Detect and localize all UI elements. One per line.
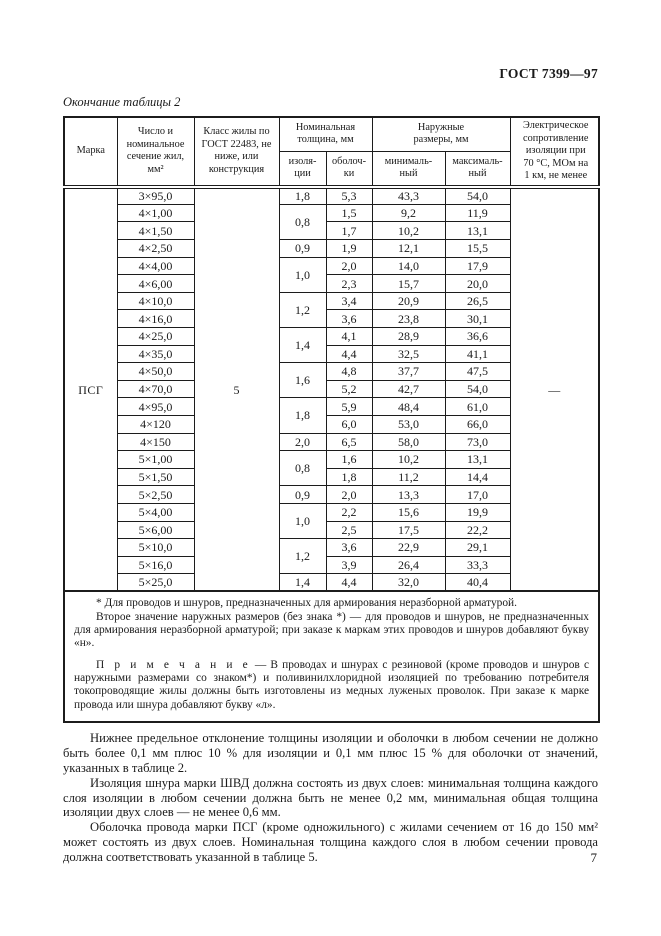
max-size-cell: 26,5 bbox=[445, 292, 510, 310]
min-size-cell: 42,7 bbox=[372, 380, 445, 398]
sheath-thickness-cell: 3,6 bbox=[326, 539, 372, 557]
insulation-thickness-cell: 1,4 bbox=[279, 574, 326, 592]
sheath-thickness-cell: 4,4 bbox=[326, 574, 372, 592]
min-size-cell: 14,0 bbox=[372, 257, 445, 275]
insulation-thickness-cell: 0,9 bbox=[279, 486, 326, 504]
sheath-thickness-cell: 4,1 bbox=[326, 327, 372, 345]
insulation-thickness-cell: 1,2 bbox=[279, 292, 326, 327]
col-header-nominal-thickness: Номинальная толщина, мм bbox=[279, 117, 372, 151]
col-header-marka: Марка bbox=[64, 117, 117, 187]
paragraph-deviation: Нижнее предельное отклонение толщины изоляции и оболочки в любом сечении не должно быть более 0,1 мм плюс 10 % для изоляции и 0,1 мм плюс 15 % для оболочки от значений, указанных в таблице 2. bbox=[63, 731, 598, 775]
section-cell: 4×35,0 bbox=[117, 345, 194, 363]
footnote-star: * Для проводов и шнуров, предназначенных для армирования неразборной арматурой. bbox=[96, 597, 517, 610]
section-cell: 5×25,0 bbox=[117, 574, 194, 592]
footnote-note bbox=[74, 659, 589, 712]
insulation-thickness-cell: 1,0 bbox=[279, 503, 326, 538]
max-size-cell: 54,0 bbox=[445, 187, 510, 205]
section-cell: 4×150 bbox=[117, 433, 194, 451]
footnote-second-value: Второе значение наружных размеров (без знака *) — для проводов и шнуров, не предназначенных для армирования неразборной арматурой; при заказе к маркам этих проводов и шнуров добавляют букву «н». bbox=[74, 610, 590, 650]
insulation-thickness-cell: 1,2 bbox=[279, 539, 326, 574]
min-size-cell: 37,7 bbox=[372, 363, 445, 381]
insulation-thickness-cell: 1,8 bbox=[279, 398, 326, 433]
section-cell: 4×10,0 bbox=[117, 292, 194, 310]
min-size-cell: 12,1 bbox=[372, 240, 445, 258]
min-size-cell: 26,4 bbox=[372, 556, 445, 574]
sheath-thickness-cell: 4,8 bbox=[326, 363, 372, 381]
min-size-cell: 28,9 bbox=[372, 327, 445, 345]
section-cell: 4×95,0 bbox=[117, 398, 194, 416]
max-size-cell: 20,0 bbox=[445, 275, 510, 293]
min-size-cell: 43,3 bbox=[372, 187, 445, 205]
min-size-cell: 15,7 bbox=[372, 275, 445, 293]
section-cell: 4×1,00 bbox=[117, 204, 194, 222]
col-header-insulation: изоля- ции bbox=[279, 151, 326, 186]
insulation-thickness-cell: 2,0 bbox=[279, 433, 326, 451]
sheath-thickness-cell: 3,9 bbox=[326, 556, 372, 574]
max-size-cell: 33,3 bbox=[445, 556, 510, 574]
note-text: — В проводах и шнурах с резиновой (кроме проводов и шнуров с наружными размерами со знаком*) и поливинилхлоридной изоляцией по требованию потребителя токопроводящие жилы должны быть изготовлены из медных луженых проволок. При заказе к марке провода или шнура добавляют букву «л». bbox=[74, 658, 590, 711]
paragraph-psg-sheath: Оболочка провода марки ПСГ (кроме одножильного) с жилами сечением от 16 до 150 мм² может состоять из двух слоев. Номинальная толщина каждого слоя в любом сечении провода должна соответствовать указанной в таблице 5. bbox=[63, 820, 598, 865]
min-size-cell: 20,9 bbox=[372, 292, 445, 310]
col-header-resistance: Электрическое сопротивление изоляции при 70 °С, МОм на 1 км, не менее bbox=[510, 117, 599, 187]
section-cell: 3×95,0 bbox=[117, 187, 194, 205]
min-size-cell: 10,2 bbox=[372, 222, 445, 240]
insulation-thickness-cell: 0,8 bbox=[279, 451, 326, 486]
sheath-thickness-cell: 3,4 bbox=[326, 292, 372, 310]
max-size-cell: 13,1 bbox=[445, 451, 510, 469]
note-label: П р и м е ч а н и е bbox=[96, 658, 251, 671]
page-number: 7 bbox=[590, 850, 597, 865]
section-cell: 4×16,0 bbox=[117, 310, 194, 328]
body-text bbox=[63, 731, 598, 865]
min-size-cell: 15,6 bbox=[372, 503, 445, 521]
sheath-thickness-cell: 6,0 bbox=[326, 415, 372, 433]
max-size-cell: 17,0 bbox=[445, 486, 510, 504]
section-cell: 5×6,00 bbox=[117, 521, 194, 539]
sheath-thickness-cell: 1,5 bbox=[326, 204, 372, 222]
min-size-cell: 23,8 bbox=[372, 310, 445, 328]
max-size-cell: 19,9 bbox=[445, 503, 510, 521]
min-size-cell: 22,9 bbox=[372, 539, 445, 557]
col-header-class: Класс жилы по ГОСТ 22483, не ниже, или конструкция bbox=[194, 117, 279, 187]
resistance-value-cell: — bbox=[510, 187, 599, 592]
min-size-cell: 48,4 bbox=[372, 398, 445, 416]
max-size-cell: 40,4 bbox=[445, 574, 510, 592]
section-cell: 4×4,00 bbox=[117, 257, 194, 275]
section-cell: 5×16,0 bbox=[117, 556, 194, 574]
max-size-cell: 14,4 bbox=[445, 468, 510, 486]
sheath-thickness-cell: 1,8 bbox=[326, 468, 372, 486]
max-size-cell: 30,1 bbox=[445, 310, 510, 328]
max-size-cell: 11,9 bbox=[445, 204, 510, 222]
section-cell: 5×2,50 bbox=[117, 486, 194, 504]
col-header-section: Число и номинальное сечение жил, мм² bbox=[117, 117, 194, 187]
section-cell: 4×120 bbox=[117, 415, 194, 433]
min-size-cell: 53,0 bbox=[372, 415, 445, 433]
section-cell: 4×2,50 bbox=[117, 240, 194, 258]
section-cell: 4×70,0 bbox=[117, 380, 194, 398]
marka-value-cell: ПСГ bbox=[64, 187, 117, 592]
min-size-cell: 10,2 bbox=[372, 451, 445, 469]
max-size-cell: 22,2 bbox=[445, 521, 510, 539]
sheath-thickness-cell: 1,7 bbox=[326, 222, 372, 240]
max-size-cell: 13,1 bbox=[445, 222, 510, 240]
col-header-sheath: оболоч- ки bbox=[326, 151, 372, 186]
min-size-cell: 9,2 bbox=[372, 204, 445, 222]
sheath-thickness-cell: 1,9 bbox=[326, 240, 372, 258]
section-cell: 5×4,00 bbox=[117, 503, 194, 521]
sheath-thickness-cell: 5,2 bbox=[326, 380, 372, 398]
spec-table bbox=[63, 116, 600, 723]
insulation-thickness-cell: 0,8 bbox=[279, 204, 326, 239]
col-header-max: максималь- ный bbox=[445, 151, 510, 186]
sheath-thickness-cell: 4,4 bbox=[326, 345, 372, 363]
max-size-cell: 54,0 bbox=[445, 380, 510, 398]
min-size-cell: 11,2 bbox=[372, 468, 445, 486]
table-footnotes bbox=[64, 591, 599, 722]
section-cell: 5×1,50 bbox=[117, 468, 194, 486]
section-cell: 5×1,00 bbox=[117, 451, 194, 469]
sheath-thickness-cell: 3,6 bbox=[326, 310, 372, 328]
max-size-cell: 47,5 bbox=[445, 363, 510, 381]
max-size-cell: 17,9 bbox=[445, 257, 510, 275]
sheath-thickness-cell: 2,0 bbox=[326, 486, 372, 504]
max-size-cell: 29,1 bbox=[445, 539, 510, 557]
insulation-thickness-cell: 1,4 bbox=[279, 327, 326, 362]
max-size-cell: 41,1 bbox=[445, 345, 510, 363]
insulation-thickness-cell: 1,8 bbox=[279, 187, 326, 205]
sheath-thickness-cell: 2,5 bbox=[326, 521, 372, 539]
max-size-cell: 66,0 bbox=[445, 415, 510, 433]
sheath-thickness-cell: 2,3 bbox=[326, 275, 372, 293]
col-header-min: минималь- ный bbox=[372, 151, 445, 186]
min-size-cell: 32,5 bbox=[372, 345, 445, 363]
sheath-thickness-cell: 5,9 bbox=[326, 398, 372, 416]
class-value-cell: 5 bbox=[194, 187, 279, 592]
table-caption: Окончание таблицы 2 bbox=[63, 95, 181, 109]
max-size-cell: 36,6 bbox=[445, 327, 510, 345]
min-size-cell: 32,0 bbox=[372, 574, 445, 592]
section-cell: 4×1,50 bbox=[117, 222, 194, 240]
section-cell: 4×25,0 bbox=[117, 327, 194, 345]
table-header bbox=[64, 117, 599, 187]
col-header-outer-dimensions: Наружные размеры, мм bbox=[372, 117, 510, 151]
max-size-cell: 15,5 bbox=[445, 240, 510, 258]
document-number: ГОСТ 7399—97 bbox=[499, 66, 598, 81]
insulation-thickness-cell: 1,6 bbox=[279, 363, 326, 398]
section-cell: 4×50,0 bbox=[117, 363, 194, 381]
table-body bbox=[64, 187, 599, 592]
sheath-thickness-cell: 1,6 bbox=[326, 451, 372, 469]
min-size-cell: 13,3 bbox=[372, 486, 445, 504]
table-row bbox=[64, 187, 599, 205]
sheath-thickness-cell: 2,0 bbox=[326, 257, 372, 275]
insulation-thickness-cell: 0,9 bbox=[279, 240, 326, 258]
paragraph-shvd-insulation: Изоляция шнура марки ШВД должна состоять из двух слоев: минимальная толщина каждого слоя изоляции в любом сечении должна быть не менее 0,2 мм, минимальная общая толщина изоляции двух слоев — не менее 0,6 мм. bbox=[63, 775, 598, 820]
section-cell: 5×10,0 bbox=[117, 539, 194, 557]
sheath-thickness-cell: 6,5 bbox=[326, 433, 372, 451]
sheath-thickness-cell: 5,3 bbox=[326, 187, 372, 205]
min-size-cell: 58,0 bbox=[372, 433, 445, 451]
section-cell: 4×6,00 bbox=[117, 275, 194, 293]
min-size-cell: 17,5 bbox=[372, 521, 445, 539]
max-size-cell: 73,0 bbox=[445, 433, 510, 451]
insulation-thickness-cell: 1,0 bbox=[279, 257, 326, 292]
max-size-cell: 61,0 bbox=[445, 398, 510, 416]
sheath-thickness-cell: 2,2 bbox=[326, 503, 372, 521]
